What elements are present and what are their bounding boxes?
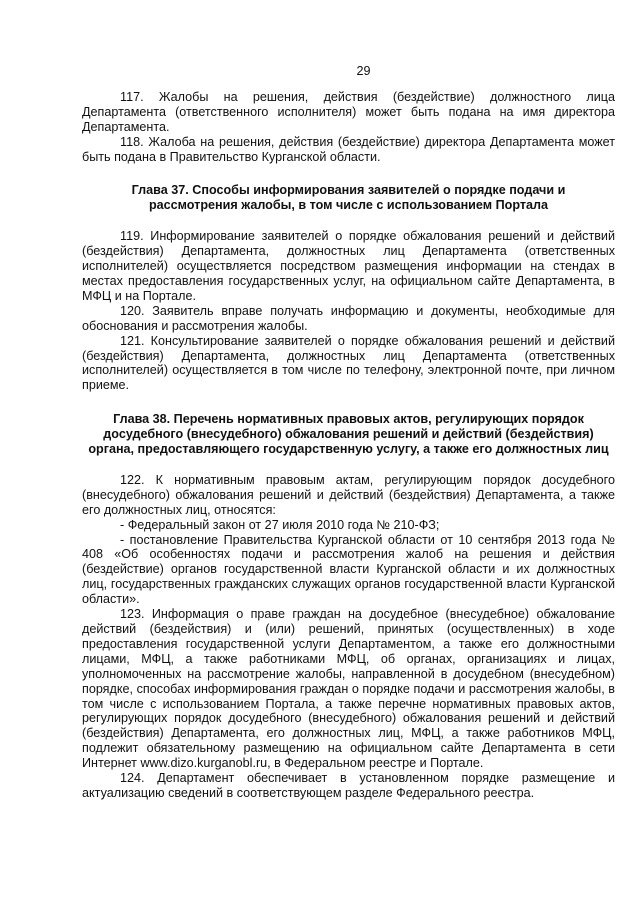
paragraph-123: 123. Информация о праве граждан на досудебное (внесудебное) обжалование действий (бездействия) и (или) решений, принятых (осуществленных) в ходе предоставления государственной услуги Департаментом, а также его должностными лицами, МФЦ, а также работниками МФЦ, об органах, организациях и лицах, уполномоченных на рассмотрение жалобы, направленной в досудебном (внесудебном) порядке, способах информирования граждан о порядке подачи и рассмотрения жалобы, в том числе с использованием Портала, а также перечне нормативных правовых актов, регулирующих порядок досудебного (внесудебного) обжалования решений и действий (бездействия) Департамента, его должностных лиц, МФЦ, а также работников МФЦ, подлежит обязательному размещению на официальном сайте Департамента в сети Интернет www.dizo.kurganobl.ru, в Федеральном реестре и Портале. [82, 607, 615, 771]
paragraph-122: 122. К нормативным правовым актам, регулирующим порядок досудебного (внесудебного) обжалования решений и действий (бездействия) Департамента, а также его должностных лиц, относятся: [82, 472, 615, 517]
page-number: 29 [356, 64, 371, 78]
intro-section [82, 90, 615, 165]
chapter-38-title-line: Глава 38. Перечень нормативных правовых актов, регулирующих порядок [113, 412, 584, 427]
list-item-federal-law: - Федеральный закон от 27 июля 2010 года № 210-ФЗ; [120, 517, 440, 532]
paragraph-117: 117. Жалобы на решения, действия (бездействие) должностного лица Департамента (ответственного исполнителя) может быть подана на имя директора Департамента. [82, 89, 615, 134]
chapter-37-title-line: Глава 37. Способы информирования заявителей о порядке подачи и [131, 183, 566, 198]
paragraph-118: 118. Жалоба на решения, действия (бездействие) директора Департамента может быть подана в Правительство Курганской области. [82, 134, 615, 164]
paragraph-124: 124. Департамент обеспечивает в установленном порядке размещение и актуализацию сведений в соответствующем разделе Федерального реестра. [82, 771, 615, 800]
list-item-regional-resolution: - постановление Правительства Курганской области от 10 сентября 2013 года № 408 «Об особенностях подачи и рассмотрения жалоб на решения и действия (бездействие) органов государственной власти Курганской области и их должностных лиц, государственных гражданских служащих органов государственной власти Курганской области». [82, 532, 615, 607]
chapter-37-title-line: рассмотрения жалобы, в том числе с использованием Портала [148, 198, 549, 213]
chapter-38-body [82, 473, 615, 801]
chapter-38-title-line: органа, предоставляющего государственную услугу, а также его должностных лиц [88, 442, 609, 457]
chapter-38-title [82, 412, 615, 457]
chapter-37-title [82, 183, 615, 213]
chapter-38-title-line: досудебного (внесудебного) обжалования решений и действий (бездействия) [103, 427, 594, 442]
paragraph-120: 120. Заявитель вправе получать информацию и документы, необходимые для обоснования и рассмотрения жалобы. [82, 303, 615, 333]
chapter-37-body [82, 229, 615, 393]
paragraph-121: 121. Консультирование заявителей о порядке обжалования решений и действий (бездействия) Департамента, должностных лиц Департамента (ответственных исполнителей) осуществляется в том числе по телефону, электронной почте, при личном приеме. [82, 333, 615, 393]
paragraph-119: 119. Информирование заявителей о порядке обжалования решений и действий (бездействия) Департамента, должностных лиц Департамента (ответственных исполнителей) осуществляется посредством размещения информации на стендах в местах предоставления государственных услуг, на официальном сайте Департамента, в МФЦ и на Портале. [82, 229, 615, 303]
